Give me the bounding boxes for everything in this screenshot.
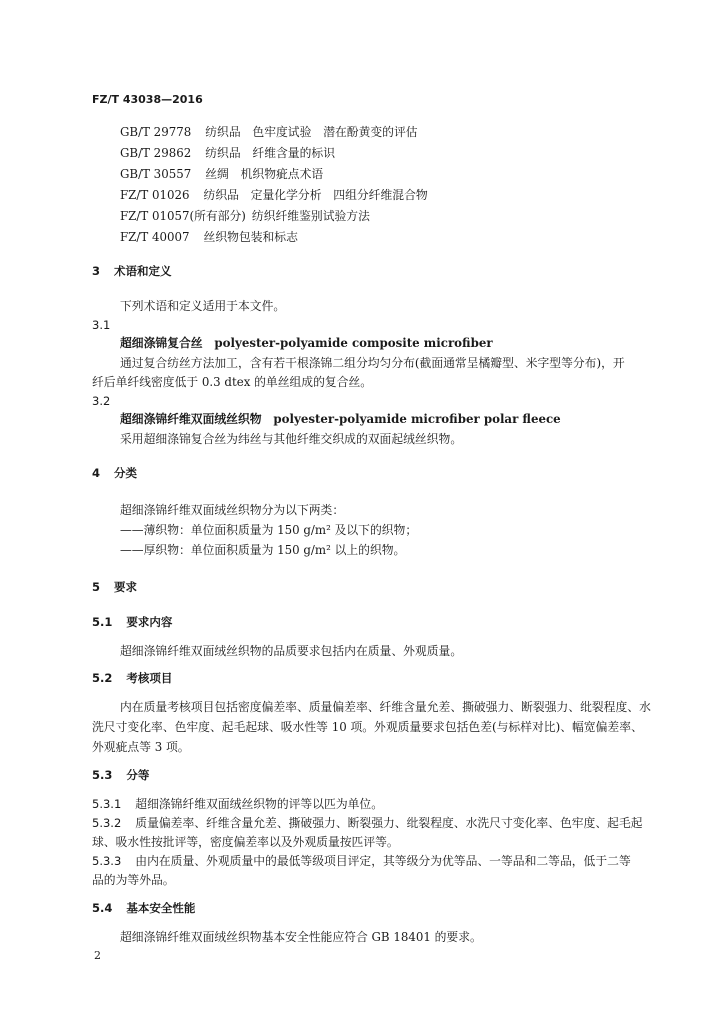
classification-item-thick: ——厚织物：单位面积质量为 150 g/m² 以上的织物。 <box>120 543 406 557</box>
clause-5-1-body: 超细涤锦纤维双面绒丝织物的品质要求包括内在质量、外观质量。 <box>120 644 463 658</box>
clause-5-1-heading: 5.1 要求内容 <box>92 615 173 629</box>
section-3-heading: 3 术语和定义 <box>92 264 172 278</box>
clause-5-2-heading: 5.2 考核项目 <box>92 671 173 685</box>
reference-item: GB/T 29862 纺织品 纤维含量的标识 <box>120 146 335 160</box>
clause-5-3-2-line2: 球、吸水性按批评等，密度偏差率以及外观质量按匹评等。 <box>92 835 399 849</box>
classification-item-thin: ——薄织物：单位面积质量为 150 g/m² 及以下的织物； <box>120 523 418 537</box>
term-3-1: 超细涤锦复合丝 polyester-polyamide composite microfiber <box>120 336 493 350</box>
clause-5-3-2-line1: 5.3.2 质量偏差率、纤维含量允差、撕破强力、断裂强力、纰裂程度、水洗尺寸变化率、色牢度、起毛起 <box>92 816 643 830</box>
clause-5-2-body-line3: 外观疵点等 3 项。 <box>92 740 190 754</box>
section-5-heading: 5 要求 <box>92 580 138 594</box>
clause-3-1-number: 3.1 <box>92 318 111 332</box>
term-3-2: 超细涤锦纤维双面绒丝织物 polyester-polyamide microfiber polar fleece <box>120 412 561 426</box>
clause-3-2-number: 3.2 <box>92 394 111 408</box>
clause-5-2-body-line2: 洗尺寸变化率、色牢度、起毛起球、吸水性等 10 项。外观质量要求包括色差(与标样对比)、幅宽偏差率、 <box>92 720 643 734</box>
reference-item: GB/T 29778 纺织品 色牢度试验 潜在酚黄变的评估 <box>120 125 418 139</box>
clause-5-3-1: 5.3.1 超细涤锦纤维双面绒丝织物的评等以匹为单位。 <box>92 797 384 811</box>
page-number: 2 <box>94 949 101 962</box>
definition-3-1-line1: 通过复合纺丝方法加工，含有若干根涤锦二组分均匀分布(截面通常呈橘瓣型、米字型等分布)，开 <box>120 356 625 370</box>
reference-item: GB/T 30557 丝绸 机织物疵点术语 <box>120 167 324 181</box>
definition-3-1-line2: 纤后单纤线密度低于 0.3 dtex 的单丝组成的复合丝。 <box>92 375 373 389</box>
clause-5-2-body-line1: 内在质量考核项目包括密度偏差率、质量偏差率、纤维含量允差、撕破强力、断裂强力、纰裂程度、水 <box>120 700 651 714</box>
clause-5-3-heading: 5.3 分等 <box>92 768 150 782</box>
clause-5-4-heading: 5.4 基本安全性能 <box>92 901 196 915</box>
clause-5-4-body: 超细涤锦纤维双面绒丝织物基本安全性能应符合 GB 18401 的要求。 <box>120 930 482 944</box>
section-4-heading: 4 分类 <box>92 466 138 480</box>
standard-number: FZ/T 43038—2016 <box>92 93 203 106</box>
reference-item: FZ/T 01057(所有部分) 纺织纤维鉴别试验方法 <box>120 209 370 223</box>
section-4-intro: 超细涤锦纤维双面绒丝织物分为以下两类： <box>120 503 345 517</box>
clause-5-3-3-line2: 品的为等外品。 <box>92 873 175 887</box>
clause-5-3-3-line1: 5.3.3 由内在质量、外观质量中的最低等级项目评定，其等级分为优等品、一等品和二等品，低于二等 <box>92 854 631 868</box>
reference-item: FZ/T 40007 丝织物包装和标志 <box>120 230 298 244</box>
reference-item: FZ/T 01026 纺织品 定量化学分析 四组分纤维混合物 <box>120 188 428 202</box>
definition-3-2: 采用超细涤锦复合丝为纬丝与其他纤维交织成的双面起绒丝织物。 <box>120 432 463 446</box>
section-3-intro: 下列术语和定义适用于本文件。 <box>120 299 286 313</box>
